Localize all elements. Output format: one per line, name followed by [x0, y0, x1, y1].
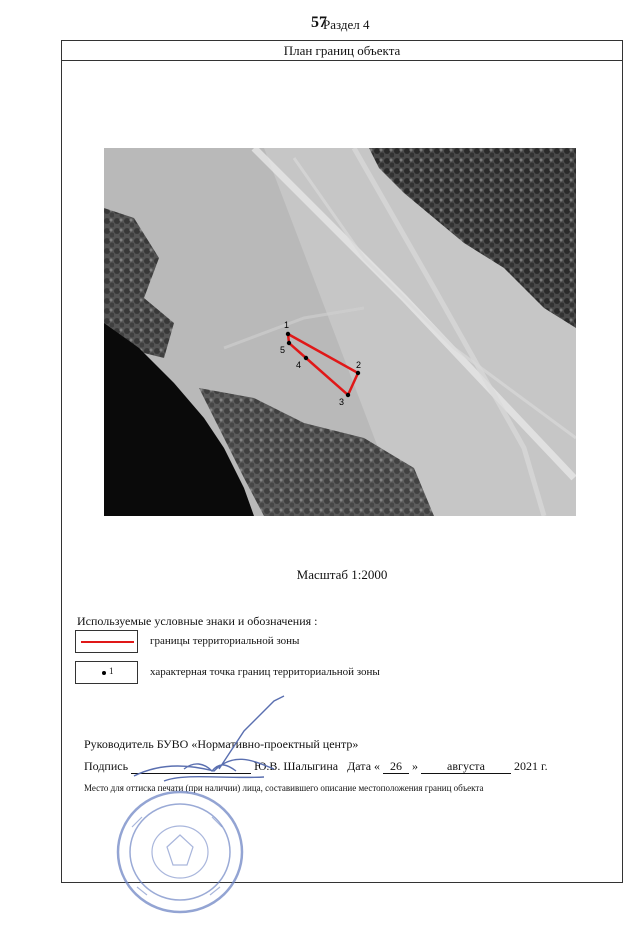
- date-prefix: Дата «: [347, 759, 381, 773]
- point-label-5: 5: [280, 345, 286, 355]
- date-day-suffix: »: [412, 759, 419, 773]
- sign-prefix: Подпись: [84, 759, 129, 773]
- boundary-point-4: [304, 356, 308, 360]
- stamp-note: Место для оттиска печати (при наличии) лица, составившего описание местоположения границ объекта: [84, 783, 484, 793]
- date-year: 2021 г.: [514, 759, 548, 773]
- page-title: План границ объекта: [62, 41, 622, 61]
- date-day: 26: [383, 759, 409, 774]
- section-label: Раздел 4: [323, 17, 370, 32]
- signer-name: Ю.В. Шалыгина: [254, 759, 339, 773]
- aerial-map: [104, 148, 576, 516]
- point-icon: [102, 671, 106, 675]
- legend-symbol-point: [75, 661, 138, 684]
- point-label-3: 3: [339, 397, 345, 407]
- date-month: августа: [421, 759, 511, 774]
- legend-label-point: характерная точка границ территориальной зоны: [150, 666, 380, 678]
- director-title: Руководитель БУВО «Нормативно-проектный центр»: [84, 737, 359, 751]
- point-label-1: 1: [284, 320, 290, 330]
- point-label-2: 2: [356, 360, 362, 370]
- red-line-icon: [81, 641, 134, 643]
- page-number: 57: [311, 14, 327, 31]
- legend-title: Используемые условные знаки и обозначения :: [77, 614, 318, 628]
- boundary-point-1: [286, 332, 290, 336]
- scale-text: Масштаб 1:2000: [296, 567, 388, 582]
- aerial-map-svg: [104, 148, 576, 516]
- stamp-seal: [92, 767, 282, 947]
- boundary-point-3: [346, 393, 350, 397]
- document-frame: [61, 40, 623, 883]
- legend-label-boundary: границы территориальной зоны: [150, 635, 300, 647]
- legend-point-number: 1: [109, 666, 114, 676]
- boundary-point-5: [287, 341, 291, 345]
- signature-row: [84, 759, 548, 774]
- boundary-point-2: [356, 371, 360, 375]
- point-label-4: 4: [296, 360, 302, 370]
- signature-line: [131, 759, 251, 774]
- legend-symbol-boundary: [75, 630, 138, 653]
